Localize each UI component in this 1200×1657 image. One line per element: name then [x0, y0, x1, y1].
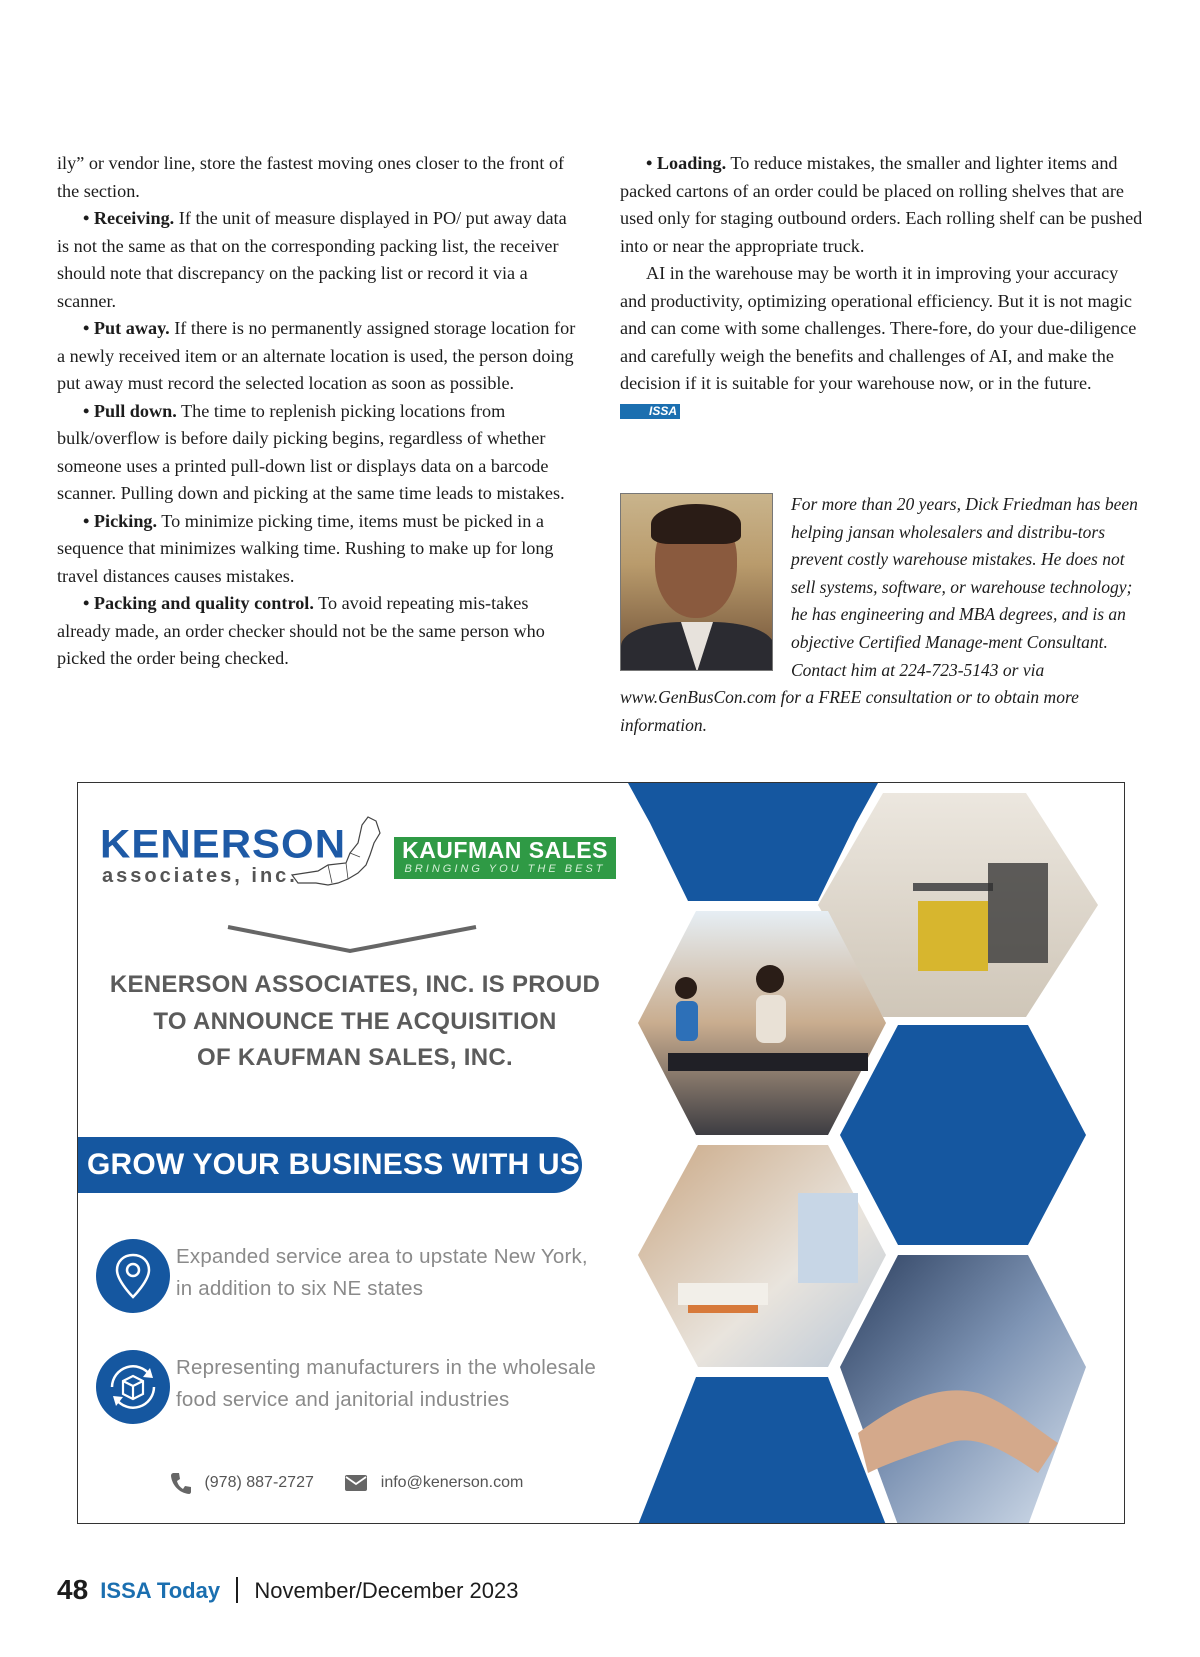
- bullet-heading: • Put away.: [83, 318, 170, 338]
- paragraph-text: To minimize picking time, items must be picked in a sequence that minimizes walking time. Rushing to make up for long travel distances causes mistakes.: [57, 510, 554, 586]
- paragraph-text: To reduce mistakes, the smaller and lighter items and packed cartons of an order could be placed on rolling shelves that are used only for staging outbound orders. Each rolling shelf can be pushed into or near the appropriate truck.: [620, 153, 1143, 256]
- hospital-bed: [678, 1283, 768, 1305]
- paragraph-text: AI in the warehouse may be worth it in improving your accuracy and productivity, optimizing operational efficiency. But it is not magic and can come with some challenges. There-fore, do your due-diligence and carefully weigh the benefits and challenges of AI, and make the decision if it is suitable for your warehouse now, or in the future.: [620, 263, 1137, 393]
- article-paragraph: [620, 260, 1145, 425]
- person-head: [756, 965, 784, 993]
- kenerson-logo-sub: associates, inc.: [102, 865, 298, 887]
- article-paragraph: [620, 150, 1145, 260]
- email-icon: [344, 1474, 368, 1492]
- phone-icon: [170, 1471, 192, 1495]
- kaufman-logo-tagline: BRINGING YOU THE BEST: [404, 863, 606, 875]
- bed-accent: [688, 1305, 758, 1313]
- kaufman-logo-name: KAUFMAN SALES: [402, 837, 608, 863]
- feature-manufacturers: [96, 1350, 616, 1430]
- paragraph-text: The time to replenish picking locations from bulk/overflow is before daily picking begins, regardless of whether someone uses a printed pull-down list or displays data on a barcode scanner. Pulling down and picking at the same time leads to mistakes.: [57, 400, 565, 503]
- email-address[interactable]: info@kenerson.com: [380, 1474, 524, 1491]
- announcement-line: TO ANNOUNCE THE ACQUISITION: [153, 1007, 557, 1035]
- announcement-line: KENERSON ASSOCIATES, INC. IS PROUD: [109, 971, 601, 998]
- bullet-heading: • Pull down.: [83, 400, 177, 421]
- phone-number[interactable]: (978) 887-2727: [204, 1474, 314, 1491]
- grow-business-banner: GROW YOUR BUSINESS WITH US: [78, 1137, 582, 1193]
- person-body: [756, 995, 786, 1043]
- paragraph-text: To avoid repeating mis-takes already made, an order checker should not be the same person who picked the order being checked.: [57, 593, 545, 668]
- doorway: [988, 863, 1048, 963]
- box-cycle-icon: [96, 1350, 170, 1424]
- feature-text-line: food service and janitorial industries: [176, 1387, 510, 1411]
- article-paragraph: [57, 205, 577, 315]
- northeast-map-icon: [288, 813, 388, 893]
- feature-text-line: in addition to six NE states: [176, 1276, 424, 1300]
- page-number: 48: [57, 1574, 89, 1605]
- location-pin-icon: [96, 1239, 170, 1313]
- window: [798, 1193, 858, 1283]
- page-footer: [57, 1575, 518, 1606]
- author-bio: [620, 491, 1145, 739]
- magazine-name: ISSA Today: [100, 1578, 221, 1603]
- acquisition-announcement: [106, 967, 604, 1077]
- bullet-heading: • Packing and quality control.: [83, 593, 314, 613]
- bullet-heading: • Loading.: [646, 153, 727, 173]
- paragraph-text: ily” or vendor line, store the fastest moving ones closer to the front of the section.: [57, 153, 565, 201]
- person-body: [676, 1001, 698, 1041]
- feature-text-line: Expanded service area to upstate New York,: [176, 1245, 588, 1268]
- article-paragraph: [57, 590, 577, 673]
- kenerson-logo-name: KENERSON: [100, 821, 347, 866]
- issa-end-mark: ISSA: [620, 404, 680, 419]
- blue-hexagon: [840, 1025, 1086, 1245]
- lab-bench: [668, 1053, 868, 1071]
- feature-service-area: [96, 1239, 616, 1319]
- footer-separator: [236, 1577, 238, 1603]
- blue-hexagon: [638, 1377, 886, 1524]
- announcement-line: OF KAUFMAN SALES, INC.: [197, 1044, 513, 1071]
- article-left-column: [57, 150, 577, 673]
- chevron-divider: [226, 923, 478, 957]
- author-bio-text: For more than 20 years, Dick Friedman has been helping jansan wholesalers and distribu-tors prevent costly warehouse mistakes. He does not sell systems, software, or warehouse technology; he has engineering and MBA degrees, and is an objective Certified Manage-ment Consultant. Contact him at 224-723-5143 or via www.GenBusCon.com for a FREE consultation or to obtain more information.: [620, 494, 1138, 735]
- article-paragraph: [57, 315, 577, 398]
- bullet-heading: • Picking.: [83, 510, 158, 531]
- article-paragraph: [57, 150, 577, 205]
- kaufman-logo: [394, 837, 616, 879]
- feature-text-line: Representing manufacturers in the wholesale: [176, 1356, 596, 1379]
- article-right-column: [620, 150, 1145, 425]
- paragraph-text: If there is no permanently assigned storage location for a newly received item or an alternate location is used, the person doing put away must record the selected location as soon as possible.: [57, 318, 576, 393]
- author-photo: [620, 493, 773, 671]
- photo-handshake: [840, 1255, 1086, 1524]
- contact-info: [170, 1468, 523, 1498]
- cart-frame: [913, 883, 993, 891]
- person-head: [675, 977, 697, 999]
- paragraph-text: If the unit of measure displayed in PO/ put away data is not the same as that on the corresponding packing list, the receiver should note that discrepancy on the packing list or record it via a scanner.: [57, 208, 567, 311]
- kenerson-advertisement: [77, 782, 1125, 1524]
- article-paragraph: [57, 508, 577, 591]
- cart-body: [918, 901, 988, 971]
- article-paragraph: [57, 398, 577, 508]
- issue-date: November/December 2023: [254, 1578, 519, 1603]
- hexagon-photo-collage: [628, 783, 1125, 1524]
- bullet-heading: • Receiving.: [83, 208, 175, 228]
